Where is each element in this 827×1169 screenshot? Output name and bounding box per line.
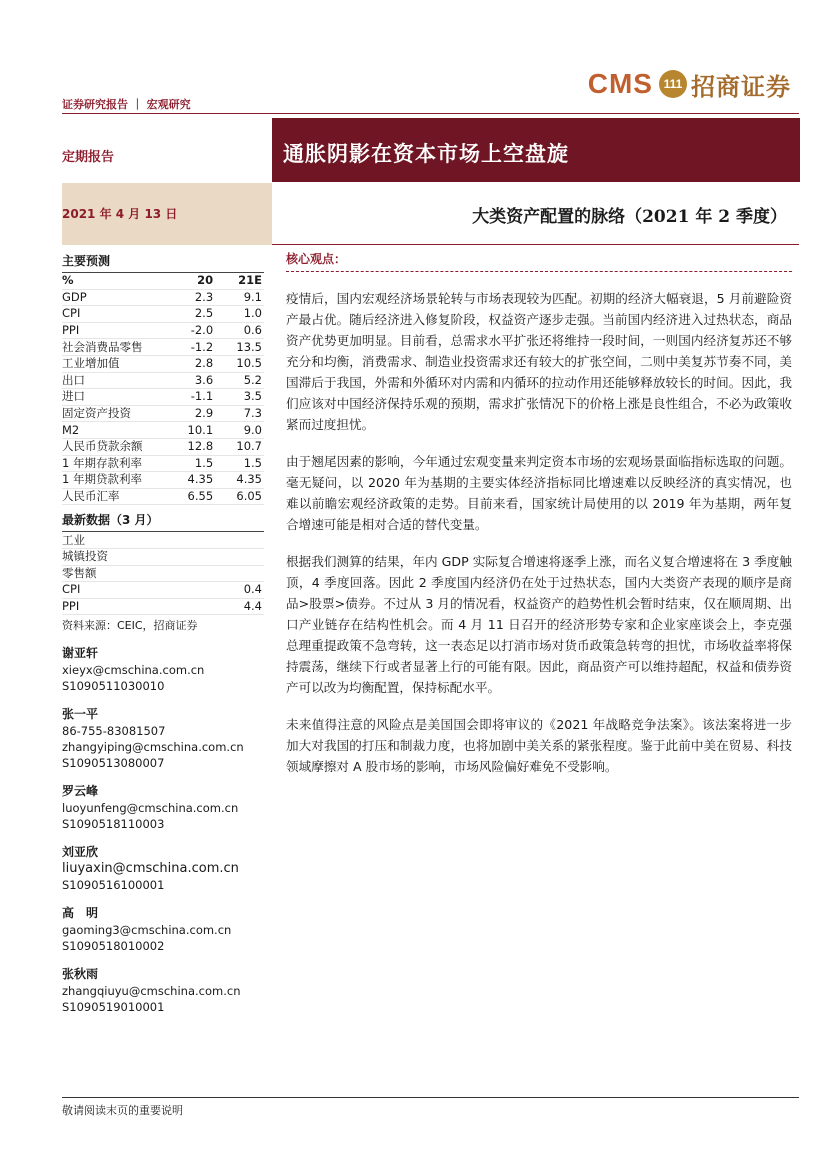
analyst-name: 刘亚欣 [62,845,99,860]
forecast-row-value-21e: 13.5 [213,339,264,356]
forecast-row [62,306,264,323]
forecast-row-label: 进口 [62,389,166,406]
latest-data-value [166,565,264,582]
analyst-name: 高 明 [62,906,99,921]
analyst-card [62,966,264,1015]
forecast-row-value-20: 12.8 [166,438,213,455]
core-view-heading: 核心观点： [286,250,792,272]
analyst-email: zhangyiping@cmschina.com.cn [62,740,244,755]
analyst-detail: S1090513080007 [62,756,165,771]
forecast-row-label: 1 年期贷款利率 [62,472,166,489]
analyst-card [62,844,264,893]
forecast-row-label: 出口 [62,372,166,389]
forecast-row-label: CPI [62,306,166,323]
paragraph: 未来值得注意的风险点是美国国会即将审议的《2021 年战略竞争法案》。该法案将进一步加大对我国的打压和制裁力度，也将加剧中美关系的紧张程度。鉴于此前中美在贸易、科技领域摩擦对 A 股市场的影响，市场风险偏好难免不受影响。 [286,717,792,774]
forecast-row-value-20: 10.1 [166,422,213,439]
forecast-row-value-20: 2.3 [166,289,213,306]
logo-cms-text: CMS [587,68,653,99]
forecast-row-value-20: 2.9 [166,405,213,422]
forecast-row-value-21e: 7.3 [213,405,264,422]
analyst-detail: S1090518010002 [62,939,165,954]
forecast-row-label: 社会消费品零售 [62,339,166,356]
forecast-row-label: PPI [62,322,166,339]
forecast-row-value-20: 3.6 [166,372,213,389]
forecast-col-label: % [62,273,166,289]
forecast-row-value-21e: 1.5 [213,455,264,472]
forecast-row [62,405,264,422]
forecast-row-label: 人民币汇率 [62,488,166,505]
analyst-name: 张秋雨 [62,967,99,982]
forecast-row [62,322,264,339]
forecast-row-value-20: 4.35 [166,472,213,489]
latest-data-label: 零售额 [62,565,166,582]
forecast-row-label: 人民币贷款余额 [62,438,166,455]
latest-data-value: 4.4 [166,598,264,615]
logo-badge-icon: 111 [659,70,687,98]
forecast-row-label: GDP [62,289,166,306]
logo-cn-text: 招商证券 [691,72,791,101]
forecast-row-label: M2 [62,422,166,439]
forecast-row-value-20: 2.8 [166,355,213,372]
forecast-row-value-20: -2.0 [166,322,213,339]
forecast-row-value-21e: 9.1 [213,289,264,306]
forecast-row [62,339,264,356]
forecast-row-label: 1 年期存款利率 [62,455,166,472]
sidebar [62,252,264,1015]
forecast-header-row [62,273,264,289]
latest-data-row [62,598,264,615]
report-type: 证券研究报告 ｜ 宏观研究 [62,98,191,111]
header-divider [62,113,799,114]
analyst-email: gaoming3@cmschina.com.cn [62,923,232,938]
forecast-row [62,488,264,505]
forecast-row-label: 工业增加值 [62,355,166,372]
forecast-row [62,422,264,439]
paragraph: 由于翘尾因素的影响，今年通过宏观变量来判定资本市场的宏观场景面临指标选取的问题。毫无疑问，以 2020 年为基期的主要实体经济指标同比增速难以反映经济的真实情况，也难以前瞻宏观经济政策的走势。目前来看，国家统计局使用的以 2019 年为基期，两年复合增速可能是相对合适的替代变量。 [286,454,792,532]
forecast-row-value-21e: 6.05 [213,488,264,505]
report-subtitle: 大类资产配置的脉络（2021 年 2 季度） [472,207,787,227]
latest-data-row [62,532,264,548]
forecast-row-value-21e: 5.2 [213,372,264,389]
forecast-row-value-21e: 9.0 [213,422,264,439]
page-title: 通胀阴影在资本市场上空盘旋 [283,141,569,166]
forecast-row [62,389,264,406]
analyst-email: zhangqiuyu@cmschina.com.cn [62,984,241,999]
subtitle-divider [272,244,799,245]
paragraph: 根据我们测算的结果，年内 GDP 实际复合增速将逐季上涨，而名义复合增速将在 3 季度触顶，4 季度回落。因此 2 季度国内经济仍在处于过热状态，国内大类资产表现的顺序是商品>股票>债券。不过从 3 月的情况看，权益资产的趋势性机会暂时结束，仅在顺周期、出口产业链存在结构性机会。而 4 月 11 日召开的经济形势专家和企业家座谈会上，李克强总理重提政策不急弯转，这一表态足以打消市场对货币政策急转弯的担忧，市场收益率将保持震荡，继续下行或者显著上行的可能有限。因此，商品资产可以维持超配，权益和债券资产可以改为均衡配置，保持标配水平。 [286,554,792,695]
latest-data-value: 0.4 [166,582,264,599]
forecast-heading: 主要预测 [62,252,264,273]
forecast-row-value-21e: 0.6 [213,322,264,339]
latest-data-value [166,548,264,565]
latest-data-label: 城镇投资 [62,548,166,565]
analyst-email: luoyunfeng@cmschina.com.cn [62,801,239,816]
latest-data-label: 工业 [62,532,166,548]
latest-data-label: CPI [62,582,166,599]
analyst-email: xieyx@cmschina.com.cn [62,663,205,678]
forecast-row-value-21e: 10.5 [213,355,264,372]
main-content [286,250,792,793]
forecast-row-value-21e: 10.7 [213,438,264,455]
analyst-detail: S1090511030010 [62,679,165,694]
forecast-row [62,289,264,306]
forecast-col-21e: 21E [213,273,264,289]
forecast-row-value-20: 1.5 [166,455,213,472]
latest-data-table [62,532,264,615]
analyst-card [62,645,264,694]
forecast-row [62,372,264,389]
latest-data-row [62,565,264,582]
latest-data-label: PPI [62,598,166,615]
analyst-detail: 86-755-83081507 [62,724,166,739]
latest-data-row [62,548,264,565]
forecast-row-value-20: -1.2 [166,339,213,356]
analyst-card [62,706,264,771]
forecast-row-value-21e: 1.0 [213,306,264,323]
forecast-row-value-20: 6.55 [166,488,213,505]
latest-data-value [166,532,264,548]
forecast-row [62,355,264,372]
forecast-row-value-20: -1.1 [166,389,213,406]
forecast-row-value-20: 2.5 [166,306,213,323]
analyst-name: 谢亚轩 [62,646,99,661]
forecast-row-label: 固定资产投资 [62,405,166,422]
source-note: 资料来源：CEIC，招商证券 [62,619,198,633]
latest-data-row [62,582,264,599]
footer-note: 敬请阅读末页的重要说明 [62,1104,183,1117]
forecast-row [62,472,264,489]
analyst-card [62,783,264,832]
analyst-list [62,645,264,1015]
analyst-detail: S1090518110003 [62,817,165,832]
report-date: 2021 年 4 月 13 日 [62,207,178,221]
periodic-report-label: 定期报告 [62,150,115,165]
forecast-col-20: 20 [166,273,213,289]
forecast-row [62,455,264,472]
analyst-email: liuyaxin@cmschina.com.cn [62,861,239,877]
latest-data-heading: 最新数据（3 月） [62,511,264,532]
forecast-row [62,438,264,455]
forecast-row-value-21e: 3.5 [213,389,264,406]
analyst-name: 张一平 [62,707,99,722]
footer-divider [62,1097,799,1098]
cms-logo [588,66,791,102]
analyst-card [62,905,264,954]
forecast-table [62,273,264,505]
analyst-detail: S1090516100001 [62,878,165,893]
analyst-name: 罗云峰 [62,784,99,799]
paragraph: 疫情后，国内宏观经济场景轮转与市场表现较为匹配。初期的经济大幅衰退，5 月前避险资产最占优。随后经济进入修复阶段，权益资产逐步走强。当前国内经济进入过热状态，商品资产优势更加明显。目前看，总需求水平扩张还将维持一段时间，一则国内经济复苏还不够充分和均衡，消费需求、制造业投资需求还有较大的扩张空间，二则中美复苏节奏不同，美国滞后于我国，外需和外循环对内需和内循环的拉动作用还能够释放较长的时间。因此，我们应该对中国经济保持乐观的预期，需求扩张情况下的价格上涨是良性组合，不必为政策收紧而过度担忧。 [286,291,792,432]
analyst-detail: S1090519010001 [62,1000,165,1015]
forecast-row-value-21e: 4.35 [213,472,264,489]
